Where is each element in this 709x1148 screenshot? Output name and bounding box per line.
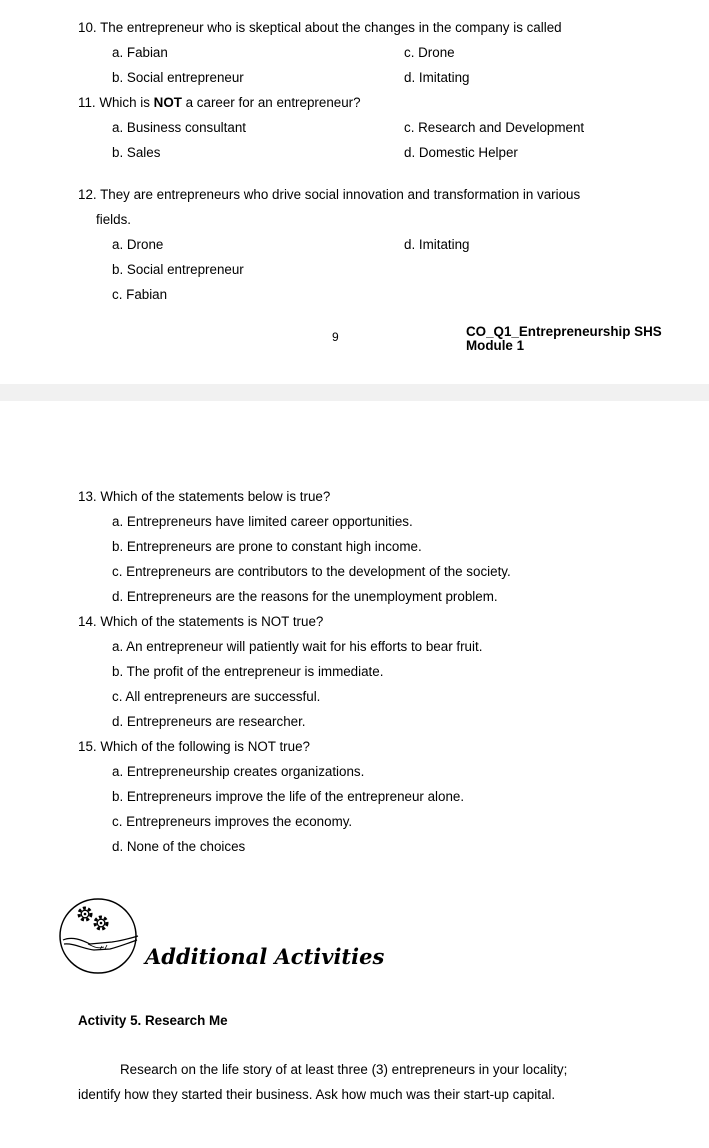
q13-option-c: c. Entrepreneurs are contributors to the development of the society. bbox=[112, 564, 511, 579]
question-12-stem-line1: 12. They are entrepreneurs who drive social innovation and transformation in various bbox=[78, 187, 581, 202]
q11-stem-bold: NOT bbox=[153, 95, 182, 110]
q15-option-c: c. Entrepreneurs improves the economy. bbox=[112, 814, 353, 829]
activity-5-instruction-line1: Research on the life story of at least three (3) entrepreneurs in your locality; bbox=[120, 1062, 568, 1077]
question-12-stem-line2: fields. bbox=[96, 212, 131, 227]
q11-option-a: a. Business consultant bbox=[112, 120, 246, 135]
q10-option-a: a. Fabian bbox=[112, 45, 168, 60]
additional-activities-title: Additional Activities bbox=[145, 944, 385, 969]
activity-5-title: Activity 5. Research Me bbox=[78, 1013, 228, 1028]
q10-option-c: c. Drone bbox=[404, 45, 455, 60]
q15-option-d: d. None of the choices bbox=[112, 839, 246, 854]
q14-option-b: b. The profit of the entrepreneur is immediate. bbox=[112, 664, 384, 679]
q15-option-b: b. Entrepreneurs improve the life of the entrepreneur alone. bbox=[112, 789, 465, 804]
q12-option-a: a. Drone bbox=[112, 237, 164, 252]
page-break bbox=[0, 384, 709, 401]
q13-option-d: d. Entrepreneurs are the reasons for the unemployment problem. bbox=[112, 589, 498, 604]
q15-option-a: a. Entrepreneurship creates organizations. bbox=[112, 764, 365, 779]
activity-5-instruction-line2: identify how they started their business. Ask how much was their start-up capital. bbox=[78, 1087, 556, 1102]
q14-option-a: a. An entrepreneur will patiently wait for his efforts to bear fruit. bbox=[112, 639, 483, 654]
q12-option-b: b. Social entrepreneur bbox=[112, 262, 244, 277]
q14-option-d: d. Entrepreneurs are researcher. bbox=[112, 714, 306, 729]
q10-option-d: d. Imitating bbox=[404, 70, 470, 85]
q11-option-d: d. Domestic Helper bbox=[404, 145, 518, 160]
gears-in-hand-icon bbox=[58, 896, 140, 976]
footer-code-line2: Module 1 bbox=[466, 338, 525, 353]
question-14-stem: 14. Which of the statements is NOT true? bbox=[78, 614, 324, 629]
q10-option-b: b. Social entrepreneur bbox=[112, 70, 244, 85]
q11-option-b: b. Sales bbox=[112, 145, 161, 160]
q13-option-b: b. Entrepreneurs are prone to constant high income. bbox=[112, 539, 422, 554]
question-13-stem: 13. Which of the statements below is true? bbox=[78, 489, 331, 504]
question-10-stem: 10. The entrepreneur who is skeptical about the changes in the company is called bbox=[78, 20, 562, 35]
q12-option-d: d. Imitating bbox=[404, 237, 470, 252]
page-number: 9 bbox=[332, 330, 339, 344]
question-11-stem bbox=[78, 95, 361, 111]
q13-option-a: a. Entrepreneurs have limited career opportunities. bbox=[112, 514, 413, 529]
footer-code-line1: CO_Q1_Entrepreneurship SHS bbox=[466, 324, 662, 339]
question-15-stem: 15. Which of the following is NOT true? bbox=[78, 739, 310, 754]
q11-stem-pre: 11. Which is bbox=[78, 95, 154, 110]
q11-option-c: c. Research and Development bbox=[404, 120, 585, 135]
q12-option-c: c. Fabian bbox=[112, 287, 168, 302]
q14-option-c: c. All entrepreneurs are successful. bbox=[112, 689, 321, 704]
q11-stem-post: a career for an entrepreneur? bbox=[181, 95, 361, 110]
